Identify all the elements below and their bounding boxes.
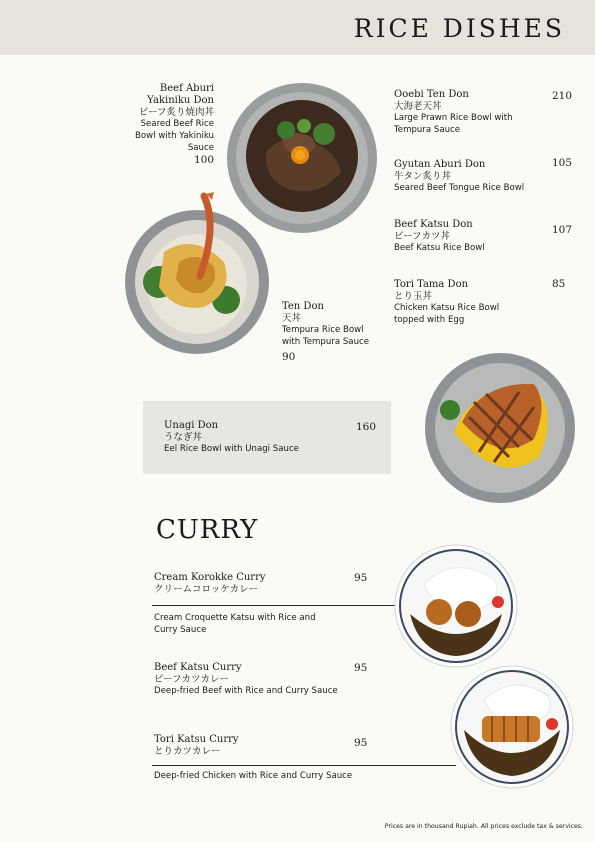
item-price: 105 (552, 157, 573, 169)
item-jp-name: ビーフカツ丼 (394, 231, 451, 242)
item-price: 95 (354, 737, 368, 749)
item-jp-name: 天丼 (282, 313, 302, 324)
item-name: Ooebi Ten Don (394, 89, 469, 100)
item-jp-name: うなぎ丼 (164, 432, 203, 443)
item-description: Deep-fried Chicken with Rice and Curry Sauce (154, 771, 353, 781)
item-name: Beef Aburi (159, 83, 214, 94)
item-description: Chicken Katsu Rice Bowl (394, 303, 500, 313)
divider-line (152, 765, 456, 766)
item-name: Yakiniku Don (147, 95, 214, 106)
item-description: Large Prawn Rice Bowl with (394, 113, 513, 123)
menu-item-beef-katsu-don (394, 219, 544, 254)
item-price: 95 (354, 572, 368, 584)
item-description: with Tempura Sauce (282, 337, 370, 347)
item-name: Beef Katsu Curry (154, 662, 242, 673)
item-price: 107 (552, 224, 573, 236)
menu-item-gyutan-aburi-don (394, 159, 544, 194)
item-jp-name: ビーフ炙り焼肉丼 (138, 107, 214, 118)
item-name: Beef Katsu Don (394, 219, 473, 230)
divider-line (152, 605, 404, 606)
item-jp-name: クリームコロッケカレー (154, 584, 259, 595)
item-description: Curry Sauce (154, 625, 207, 635)
item-jp-name: ビーフカツカレー (154, 674, 230, 685)
item-price: 210 (552, 90, 573, 102)
item-description: Seared Beef Tongue Rice Bowl (394, 183, 525, 193)
item-name: Cream Korokke Curry (154, 572, 266, 583)
item-description: topped with Egg (394, 315, 465, 325)
menu-item-tori-katsu-curry (154, 734, 344, 757)
item-price: 85 (552, 278, 566, 290)
tori-katsu-curry-plate-image (450, 664, 574, 790)
item-description: Seared Beef Rice (140, 119, 214, 129)
item-description: Beef Katsu Rice Bowl (394, 243, 485, 253)
item-jp-name: 牛タン炙り丼 (394, 171, 452, 182)
menu-item-beef-katsu-curry (154, 662, 384, 697)
item-name: Ten Don (282, 301, 324, 312)
item-jp-name: とりカツカレー (154, 746, 221, 757)
menu-item-unagi-don (164, 420, 344, 455)
item-description-block (154, 612, 364, 636)
item-price: 95 (354, 662, 368, 674)
menu-item-ooebi-ten-don (394, 89, 544, 136)
menu-item-beef-aburi-yakiniku-don (100, 83, 214, 166)
page-title: RICE DISHES (353, 14, 565, 43)
section-title-curry: CURRY (156, 515, 259, 545)
cream-korokke-curry-plate-image (394, 544, 518, 668)
tori-tama-bowl-image (424, 352, 576, 504)
item-name: Tori Katsu Curry (154, 734, 239, 745)
item-description: Tempura Rice Bowl (282, 325, 364, 335)
item-description: Eel Rice Bowl with Unagi Sauce (164, 444, 299, 454)
item-price: 90 (282, 351, 296, 363)
item-name: Tori Tama Don (394, 279, 469, 290)
menu-item-tori-tama-don (394, 279, 544, 326)
item-jp-name: とり玉丼 (394, 291, 433, 302)
item-jp-name: 大海老天丼 (394, 101, 442, 112)
footer-price-note: Prices are in thousand Rupiah. All prices exclude tax & services. (384, 823, 583, 830)
item-description: Cream Croquette Katsu with Rice and (154, 613, 316, 623)
item-name: Unagi Don (164, 420, 219, 431)
item-price: 100 (193, 154, 214, 166)
item-name: Gyutan Aburi Don (394, 159, 486, 170)
item-description: Deep-fried Beef with Rice and Curry Sauce (154, 686, 338, 696)
item-description: Sauce (187, 143, 214, 153)
item-description: Bowl with Yakiniku (135, 131, 214, 141)
menu-item-cream-korokke-curry (154, 572, 344, 595)
menu-item-ten-don (282, 301, 392, 363)
item-price: 160 (356, 421, 377, 433)
ten-don-bowl-image (124, 192, 270, 354)
item-description: Tempura Sauce (394, 125, 461, 135)
